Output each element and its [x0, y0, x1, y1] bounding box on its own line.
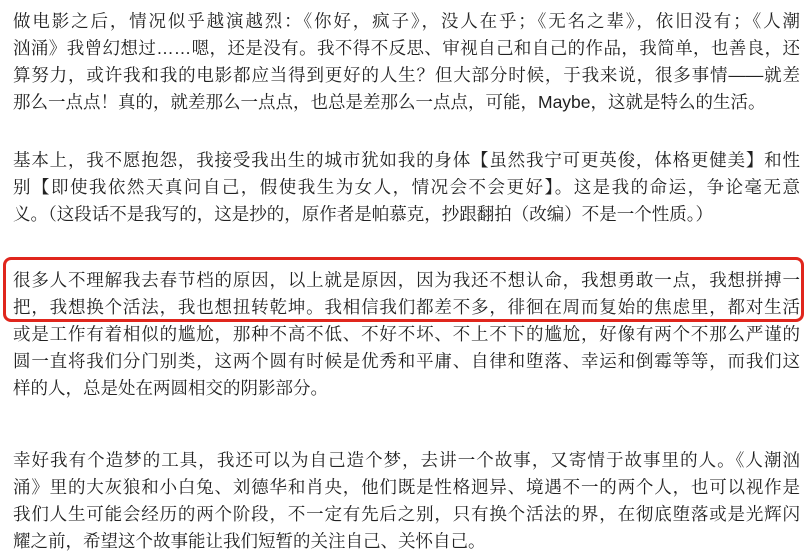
- text-line: 我们人生可能会经历的两个阶段，不一定有先后之别，只有换个活法的界，在彻底堕落或是光辉闪: [13, 504, 800, 524]
- text-line: 汹涌》我曾幻想过……嗯，还是没有。我不得不反思、审视自己和自己的作品，我简单，也善良，还: [13, 38, 800, 58]
- text-line: 别【即使我依然天真问自己，假使我生为女人，情况会不会更好】。这是我的命运，争论毫无意: [13, 177, 800, 197]
- text-line: 样的人，总是处在两圆相交的阴影部分。: [13, 378, 328, 398]
- text-line: 圆一直将我们分门别类，这两个圆有时候是优秀和平庸、自律和堕落、幸运和倒霉等等，而我们这: [13, 351, 800, 371]
- text-line: 耀之前，希望这个故事能让我们短暂的关注自己、关怀自己。: [13, 531, 486, 551]
- text-line: 义。（这段话不是我写的，这是抄的，原作者是帕慕克，抄跟翻拍（改编）不是一个性质。）: [13, 204, 713, 224]
- text-line: 把，我想换个活法，我也想扭转乾坤。我相信我们都差不多，徘徊在周而复始的焦虑里，都对生活: [13, 297, 800, 317]
- text-line: 涌》里的大灰狼和小白兔、刘德华和肖央，他们既是性格迥异、境遇不一的两个人，也可以视作是: [13, 477, 800, 497]
- text-line: 做电影之后，情况似乎越演越烈：《你好，疯子》，没人在乎；《无名之辈》，依旧没有；《人潮: [13, 11, 800, 31]
- text-line: 或是工作有着相似的尴尬，那种不高不低、不好不坏、不上不下的尴尬，好像有两个不那么严谨的: [13, 324, 800, 344]
- text-line: 算努力，或许我和我的电影都应当得到更好的人生？但大部分时候，于我来说，很多事情——就差: [13, 65, 800, 85]
- paragraph-3: [13, 267, 800, 402]
- paragraph-1: [13, 8, 800, 116]
- text-line: 那么一点点！真的，就差那么一点点，也总是差那么一点点，可能，Maybe，这就是特么的生活。: [13, 92, 766, 112]
- text-line: 很多人不理解我去春节档的原因，以上就是原因，因为我还不想认命，我想勇敢一点，我想拼搏一: [13, 270, 800, 290]
- article-text: [13, 8, 800, 555]
- paragraph-4: [13, 447, 800, 555]
- text-line: 幸好我有个造梦的工具，我还可以为自己造个梦，去讲一个故事，又寄情于故事里的人。《人潮汹: [13, 450, 800, 470]
- paragraph-2: [13, 147, 800, 228]
- text-line: 基本上，我不愿抱怨，我接受我出生的城市犹如我的身体【虽然我宁可更英俊，体格更健美】和性: [13, 150, 800, 170]
